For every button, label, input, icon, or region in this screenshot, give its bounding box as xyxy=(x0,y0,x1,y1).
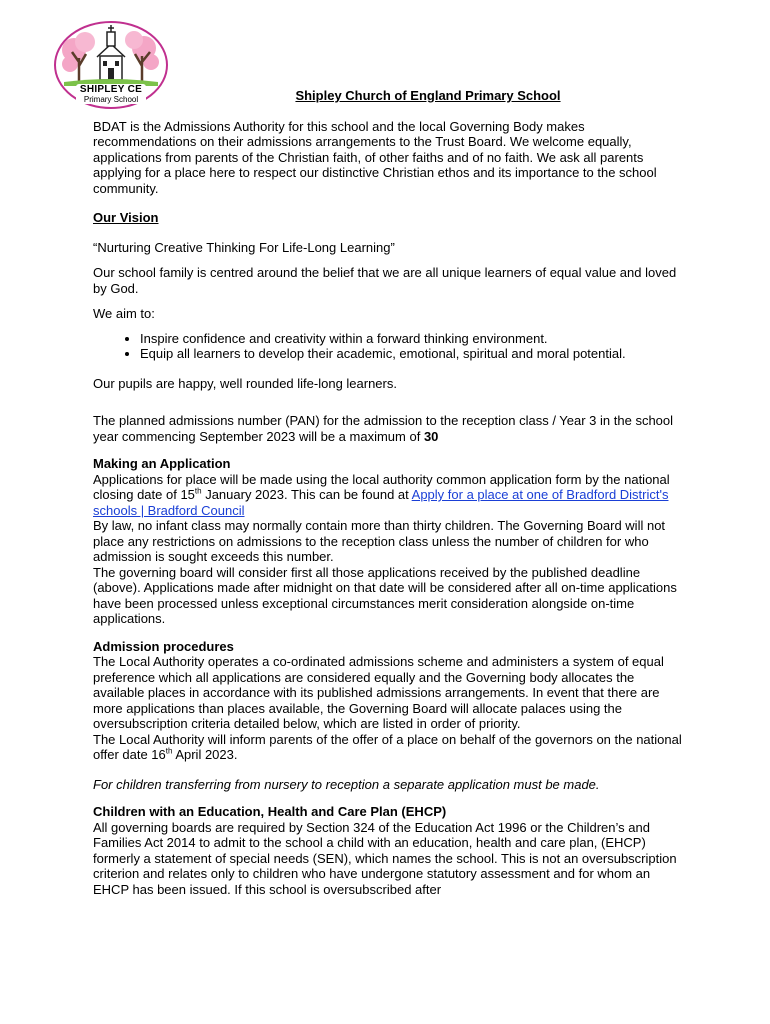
intro-paragraph: BDAT is the Admissions Authority for this school and the local Governing Body makes recommendations on their admissions arrangements to the Trust Board. We welcome equally, applications from parents of the Christian faith, of other faiths and of no faith. We ask all parents applying for a place here to respect our distinctive Christian ethos and its importance to the school community. xyxy=(93,118,657,196)
date-superscript: th xyxy=(165,746,173,756)
aims-list xyxy=(93,331,683,362)
pan-number: 30 xyxy=(423,428,439,444)
procedures-text-cont: April 2023. xyxy=(172,747,238,762)
application-text: Applications for place will be made using the local authority common application form by the national closing date of 15 xyxy=(93,471,670,502)
vision-paragraph: Our school family is centred around the belief that we are all unique learners of equal value and loved by God. xyxy=(93,265,677,296)
aim-intro: We aim to: xyxy=(93,306,155,321)
bradford-apply-link[interactable]: Apply for a place at one of Bradford District's schools | Bradford Council xyxy=(93,487,669,518)
document-body xyxy=(93,88,683,897)
vision-quote: “Nurturing Creative Thinking For Life-Long Learning” xyxy=(93,239,395,255)
aim-item: • Equip all learners to develop their academic, emotional, spiritual and moral potential. xyxy=(140,346,683,362)
procedures-paragraph-2 xyxy=(93,732,683,763)
aim-item: • Inspire confidence and creativity within a forward thinking environment. xyxy=(140,331,683,347)
procedures-text: The Local Authority will inform parents of the offer of a place on behalf of the governors on the national offer date 16 xyxy=(93,731,682,762)
application-paragraph-1 xyxy=(93,472,683,519)
pan-text: The planned admissions number (PAN) for the admission to the reception class / Year 3 in the school year commencing September 2023 will be a maximum of xyxy=(93,413,674,444)
application-text-cont: January 2023. This can be found at xyxy=(201,487,412,502)
vision-heading: Our Vision xyxy=(93,210,159,225)
ehcp-paragraph: All governing boards are required by Section 324 of the Education Act 1996 or the Children’s and Families Act 2014 to admit to the school a child with an education, health and care plan, (EHCP) formerly a statement of special needs (SEN), which names the school. This is not an oversubscription criterion and relates only to children who have undergone statutory assessment and for whom an EHCP has been issued. If this school is oversubscribed after xyxy=(93,819,677,897)
pan-paragraph xyxy=(93,413,683,444)
page-title: Shipley Church of England Primary School xyxy=(295,88,561,103)
procedures-heading: Admission procedures xyxy=(93,638,234,654)
application-heading: Making an Application xyxy=(93,456,231,471)
application-paragraph-2: By law, no infant class may normally contain more than thirty children. The Governing Board will not place any restrictions on admissions to the reception class unless the number of children for who admission is sought exceeds this number. xyxy=(93,518,666,564)
logo-text-line1: SHIPLEY CE xyxy=(79,84,143,95)
date-superscript: th xyxy=(194,486,202,496)
vision-closing: Our pupils are happy, well rounded life-long learners. xyxy=(93,375,397,391)
logo-text-line2: Primary School xyxy=(83,95,139,104)
ehcp-heading: Children with an Education, Health and Care Plan (EHCP) xyxy=(93,804,447,819)
application-paragraph-3: The governing board will consider first all those applications received by the published deadline (above). Applications made after midnight on that date will be considered after all on-time applications have been processed unless exceptional circumstances merit consideration alongside on-time applications. xyxy=(93,564,677,626)
procedures-paragraph-1: The Local Authority operates a co-ordinated admissions scheme and administers a system of equal preference which all applications are considered equally and the Governing body allocates the available places in accordance with its published admissions arrangements. In event that there are more applications than places available, the Governing Board will allocate palaces using the oversubscription criteria detailed below, which are listed in order of priority. xyxy=(93,654,664,731)
nursery-note: For children transferring from nursery to reception a separate application must be made. xyxy=(93,776,600,792)
